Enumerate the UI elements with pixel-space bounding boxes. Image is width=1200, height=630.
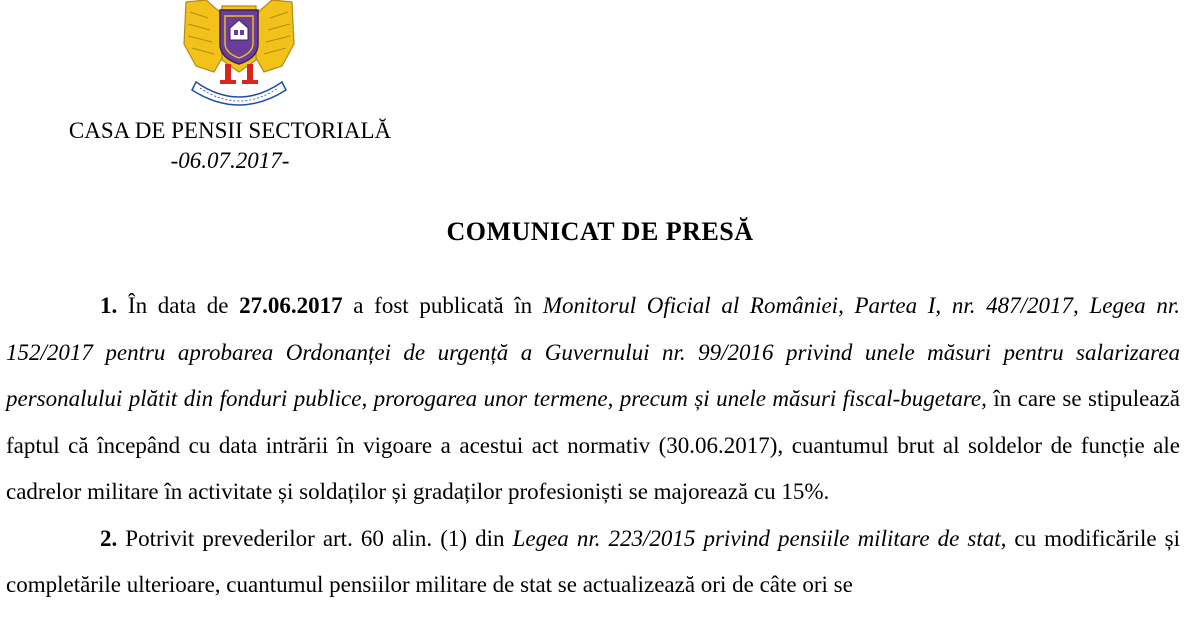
emblem	[178, 0, 300, 112]
paragraph-text: În data de	[117, 293, 240, 318]
document-title: COMUNICAT DE PRESĂ	[446, 217, 754, 246]
paragraph-text: Potrivit prevederilor art. 60 alin. (1) din	[117, 525, 513, 551]
law-reference: Monitorul Oficial al României, Partea I, nr. 487/2017, Legea nr. 152/2017 pentru aprobarea Ordonanței de urgență a Guvernului nr. 99/2016 privind unele măsuri pentru salarizarea personalului plătit din fonduri publice, prorogarea unor termene, precum și unele măsuri fiscal-bugetare,	[6, 293, 1180, 411]
paragraph-text: cu modificările și completările ulterioare, cuantumul pensiilor militare de stat se actualizează ori de câte ori se	[6, 525, 1180, 597]
publication-date: 27.06.2017	[239, 293, 343, 318]
paragraph-text: a fost publicată în	[342, 293, 543, 318]
institution-header	[38, 116, 422, 176]
document-date: -06.07.2017-	[170, 148, 290, 173]
paragraph-1	[6, 283, 1180, 516]
institution-name: CASA DE PENSII SECTORIALĂ	[68, 118, 392, 143]
paragraph-number: 2.	[100, 525, 118, 551]
coat-of-arms-eagle-icon	[178, 0, 300, 112]
document-body	[6, 283, 1180, 609]
paragraph-text: în care se stipulează faptul că începând cu data intrării în vigoare a acestui act normativ (30.06.2017), cuantumul brut al soldelor de funcție ale cadrelor militare în activitate și soldaților și gradaților profesioniști se majorează cu 15%.	[6, 386, 1180, 504]
paragraph-2	[6, 516, 1180, 609]
law-reference: Legea nr. 223/2015 privind pensiile militare de stat,	[512, 525, 1007, 551]
paragraph-number: 1.	[100, 293, 118, 318]
